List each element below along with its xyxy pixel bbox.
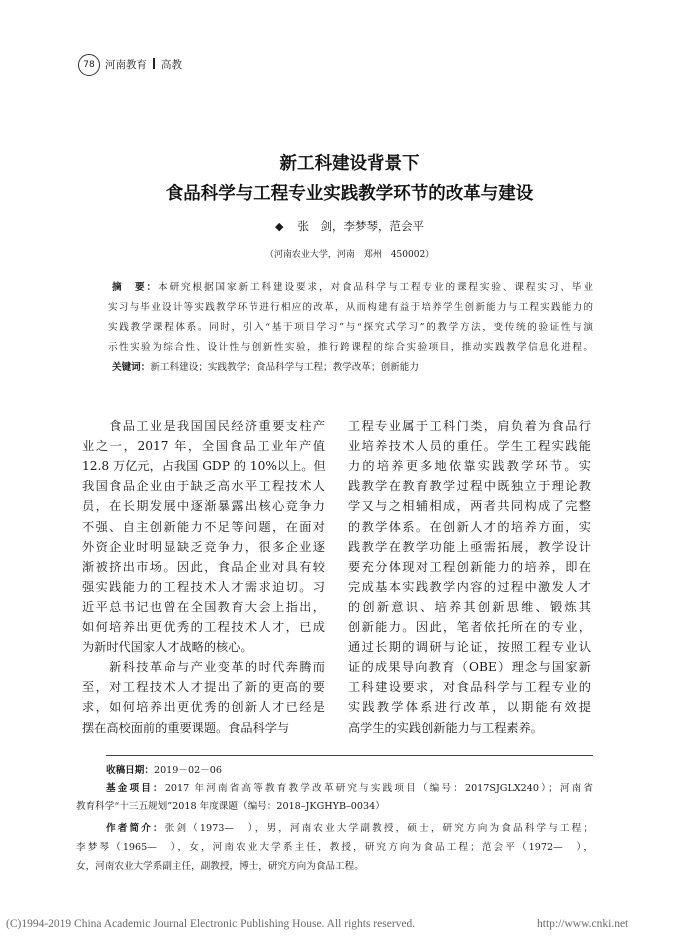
body-text-line: 践教学在教育教学过程中既独立于理论教 [348, 479, 591, 494]
abstract-line: 实习与毕业设计等实践教学环节进行相应的改革，从而构建有益于培养学生创新能力与工程实践能力的 [108, 302, 593, 313]
body-text-line: 至，对工程技术人才提出了新的更高的要 [82, 680, 325, 695]
body-text-line: 高学生的实践创新能力与工程素养。 [348, 720, 543, 735]
body-text-line: 近平总书记也曾在全国教育大会上指出， [82, 599, 325, 614]
diamond-icon: ◆ [275, 220, 284, 233]
copyright-text: (C)1994-2019 China Academic Journal Electronic Publishing House. All rights reserved. [6, 918, 416, 930]
body-text-line: 12.8 万亿元，占我国 GDP 的 10%以上。但 [82, 459, 326, 474]
author-bio-line-2: 李梦琴（1965— ），女，河南农业大学系主任，教授，研究方向为食品工程；范会平（1972— ）， [76, 842, 593, 853]
fund-line [106, 779, 593, 799]
received-label: 收稿日期： [106, 765, 154, 776]
header-divider [153, 58, 155, 69]
body-text-line: 员，在长期发展中逐渐暴露出核心竞争力 [82, 499, 325, 514]
body-text-line: 实践教学体系进行改革，以期能有效提 [348, 700, 591, 715]
fund-line-2: 教育科学“十三五规划”2018 年度课题（编号：2018–JKGHYB–0034） [76, 801, 385, 812]
affiliation: （河南农业大学，河南 郑州 450002） [264, 250, 435, 260]
body-text-line: 求，如何培养出更优秀的创新人才已经是 [82, 700, 325, 715]
cnki-link[interactable]: http://www.cnki.net [537, 918, 629, 930]
footnote-rule [106, 755, 593, 756]
body-text-line: 创新能力。因此，笔者依托所在的专业， [348, 620, 591, 634]
author-names: 张 剑，李梦琴，范会平 [297, 219, 424, 233]
body-text-line: 业培养技术人员的重任。学生工程实践能 [348, 439, 591, 454]
body-text-line: 的创新意识、培养其创新思维、锻炼其 [348, 599, 591, 614]
authors [0, 218, 699, 234]
author-bio-line [106, 819, 593, 839]
body-text-line: 要充分体现对工程创新能力的培养，即在 [348, 559, 591, 574]
author-bio-text: 张剑（1973— ），男，河南农业大学副教授，硕士，研究方向为食品科学与工程； [164, 823, 594, 834]
body-text-line: 的教学体系。在创新人才的培养方面，实 [348, 519, 591, 534]
keywords-label: 关键词： [112, 362, 151, 373]
body-text-line: 完成基本实践教学内容的过程中激发人才 [348, 579, 591, 594]
body-text-line: 如何培养出更优秀的工程技术人才，已成 [82, 620, 325, 634]
abstract-line: 实践教学课程体系。同时，引入“基于项目学习”与“探究式学习”的教学方法，变传统的验证性与演 [108, 322, 593, 333]
received-date [106, 761, 593, 781]
body-text-line: 力的培养更多地依靠实践教学环节。实 [348, 459, 591, 474]
fund-text: 2017 年河南省高等教育教学改革研究与实践项目（编号：2017SJGLX240）；河南省 [164, 783, 593, 794]
running-header [105, 57, 182, 72]
page-number-badge: 78 [78, 54, 100, 76]
body-text-line: 通过长期的调研与论证，按照工程专业认 [348, 640, 591, 655]
title-line-2: 食品科学与工程专业实践教学环节的改革与建设 [165, 184, 534, 204]
body-text-line: 不强、自主创新能力不足等问题，在面对 [82, 519, 325, 534]
body-text-line: 为新时代国家人才战略的核心。 [82, 640, 253, 655]
body-text-line: 证的成果导向教育（OBE）理念与国家新 [348, 660, 591, 675]
title-line-1: 新工科建设背景下 [279, 154, 420, 174]
body-text-line: 新科技革命与产业变革的时代奔腾而 [82, 660, 325, 675]
body-text-line: 摆在高校面前的重要课题。食品科学与 [82, 720, 290, 735]
keywords [112, 358, 593, 378]
body-text-line: 践教学在教学功能上亟需拓展，教学设计 [348, 539, 591, 554]
author-bio-label: 作者简介： [106, 823, 165, 834]
abstract-text: 本研究根据国家新工科建设要求，对食品科学与工程专业的课程实验、课程实习、毕业 [158, 282, 594, 293]
body-text-line: 工程专业属于工科门类，肩负着为食品行 [348, 419, 591, 433]
abstract-line [112, 278, 593, 298]
body-text-line: 学又与之相辅相成，两者共同构成了完整 [348, 499, 591, 514]
abstract-label: 摘 要： [112, 282, 158, 293]
abstract-line: 示性实验为综合性、设计性与创新性实验，推行跨课程的综合实验项目，推动实践教学信息化进程。 [108, 342, 593, 353]
body-text-line: 业之一，2017 年，全国食品工业年产值 [82, 439, 325, 454]
body-text-line: 工科建设要求，对食品科学与工程专业的 [348, 680, 591, 695]
author-bio-line-3: 女，河南农业大学系副主任，副教授，博士，研究方向为食品工程。 [76, 861, 364, 872]
section-name: 高教 [161, 59, 182, 71]
received-value: 2019－02－06 [153, 765, 222, 776]
body-text-line: 强实践能力的工程技术人才需求迫切。习 [82, 579, 325, 594]
body-text-line: 渐被挤出市场。因此，食品企业对具有较 [82, 559, 325, 574]
fund-label: 基金项目： [106, 783, 165, 794]
keywords-text: 新工科建设；实践教学；食品科学与工程；教学改革；创新能力 [150, 362, 419, 373]
body-text-line: 外资企业时明显缺乏竞争力，很多企业逐 [82, 539, 325, 554]
body-text-line: 我国食品企业由于缺乏高水平工程技术人 [82, 479, 325, 494]
body-text-line: 食品工业是我国国民经济重要支柱产 [82, 419, 325, 433]
journal-name: 河南教育 [105, 59, 147, 71]
